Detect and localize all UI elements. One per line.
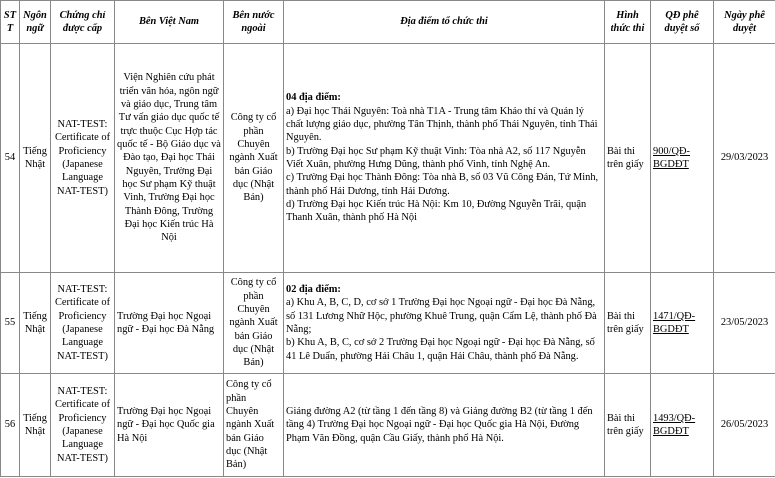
header-date: Ngày phê duyệt bbox=[714, 1, 775, 44]
header-location: Địa điểm tổ chức thi bbox=[284, 1, 605, 44]
header-language: Ngôn ngữ bbox=[20, 1, 51, 44]
row-vn-party: Trường Đại học Ngoại ngữ - Đại học Đà Nẵng bbox=[115, 273, 224, 374]
header-foreign-party: Bên nước ngoài bbox=[224, 1, 284, 44]
row-date: 26/05/2023 bbox=[714, 374, 775, 477]
row-format: Bài thi trên giấy bbox=[605, 44, 651, 273]
location-line: d) Trường Đại học Kiến trúc Hà Nội: Km 10, Đường Nguyễn Trãi, quận Thanh Xuân, thành phố Hà Nội bbox=[286, 198, 587, 224]
decision-link[interactable]: 1493/QĐ-BGDĐT bbox=[653, 412, 696, 437]
row-decision[interactable] bbox=[651, 44, 714, 273]
row-certificate: NAT-TEST: Certificate of Proficiency (Japanese Language NAT-TEST) bbox=[51, 44, 115, 273]
table-row bbox=[1, 374, 775, 477]
row-certificate: NAT-TEST: Certificate of Proficiency (Japanese Language NAT-TEST) bbox=[51, 374, 115, 477]
row-date: 29/03/2023 bbox=[714, 44, 775, 273]
row-foreign-party: Công ty cổ phần Chuyên ngành Xuất bản Giáo dục (Nhật Bản) bbox=[224, 273, 284, 374]
row-language: Tiếng Nhật bbox=[20, 273, 51, 374]
location-line: a) Đại học Thái Nguyên: Toà nhà T1A - Trung tâm Khảo thí và Quản lý chất lượng giáo dục, phường Tân Thịnh, thành phố Thái Nguyên, tỉnh Thái Nguyên. bbox=[286, 105, 598, 144]
header-format: Hình thức thi bbox=[605, 1, 651, 44]
decision-link[interactable]: 1471/QĐ-BGDĐT bbox=[653, 310, 696, 335]
row-stt: 56 bbox=[1, 374, 20, 477]
row-foreign-party: Công ty cổ phần Chuyên ngành Xuất bản Giáo dục (Nhật Bản) bbox=[224, 44, 284, 273]
header-stt: ST T bbox=[1, 1, 20, 44]
row-date: 23/05/2023 bbox=[714, 273, 775, 374]
row-vn-party: Trường Đại học Ngoại ngữ - Đại học Quốc gia Hà Nội bbox=[115, 374, 224, 477]
row-decision[interactable] bbox=[651, 273, 714, 374]
location-line: b) Khu A, B, C, cơ sở 2 Trường Đại học Ngoại ngữ - Đại học Đà Nẵng, số 41 Lê Duẩn, phường Hải Châu 1, quận Hải Châu, thành phố Đà Nẵng. bbox=[286, 337, 595, 362]
row-foreign-party: Công ty cổ phần Chuyên ngành Xuất bản Giáo dục (Nhật Bản) bbox=[224, 374, 284, 477]
row-decision[interactable] bbox=[651, 374, 714, 477]
row-vn-party: Viện Nghiên cứu phát triển văn hóa, ngôn ngữ và giáo dục, Trung tâm Tư vấn giáo dục quốc tế trực thuộc Cục Hợp tác quốc tế - Bộ Giáo dục và Đào tạo, Đại học Thái Nguyên, Trường Đại học Sư phạm Kỹ thuật Vinh, Trường Đại học Thành Đông, Trường Đại học Kiến trúc Hà Nội bbox=[115, 44, 224, 273]
location-line: Giảng đường A2 (từ tầng 1 đến tầng 8) và Giảng đường B2 (từ tầng 1 đến tầng 4) Trường Đại học Ngoại ngữ - Đại học Quốc gia Hà Nội, Đường Phạm Văn Đồng, quận Cầu Giấy, thành phố Hà Nội. bbox=[286, 406, 593, 444]
table-row bbox=[1, 44, 775, 273]
row-format: Bài thi trên giấy bbox=[605, 273, 651, 374]
row-location bbox=[284, 44, 605, 273]
location-line: a) Khu A, B, C, D, cơ sở 1 Trường Đại học Ngoại ngữ - Đại học Đà Nẵng, số 131 Lương Nhữ Hộc, phường Khuê Trung, quận Cẩm Lệ, thành phố Đà Nẵng; bbox=[286, 297, 597, 335]
row-language: Tiếng Nhật bbox=[20, 44, 51, 273]
header-decision: QĐ phê duyệt số bbox=[651, 1, 714, 44]
header-row bbox=[1, 1, 775, 44]
location-heading: 04 địa điểm: bbox=[286, 92, 341, 104]
location-heading: 02 địa điểm: bbox=[286, 284, 341, 296]
row-location bbox=[284, 374, 605, 477]
row-stt: 55 bbox=[1, 273, 20, 374]
decision-link[interactable]: 900/QĐ-BGDĐT bbox=[653, 145, 690, 170]
row-language: Tiếng Nhật bbox=[20, 374, 51, 477]
header-vn-party: Bên Việt Nam bbox=[115, 1, 224, 44]
table-row bbox=[1, 273, 775, 374]
location-line: b) Trường Đại học Sư phạm Kỹ thuật Vinh: Tòa nhà A2, số 117 Nguyễn Viết Xuân, phường Hưng Dũng, thành phố Vinh, tỉnh Nghệ An. bbox=[286, 145, 586, 170]
row-stt: 54 bbox=[1, 44, 20, 273]
header-certificate: Chứng chỉ được cấp bbox=[51, 1, 115, 44]
row-location bbox=[284, 273, 605, 374]
row-format: Bài thi trên giấy bbox=[605, 374, 651, 477]
row-certificate: NAT-TEST: Certificate of Proficiency (Japanese Language NAT-TEST) bbox=[51, 273, 115, 374]
location-line: c) Trường Đại học Thành Đông: Tòa nhà B, số 03 Vũ Công Đán, Tứ Minh, thành phố Hải Dương, tỉnh Hải Dương. bbox=[286, 172, 599, 197]
